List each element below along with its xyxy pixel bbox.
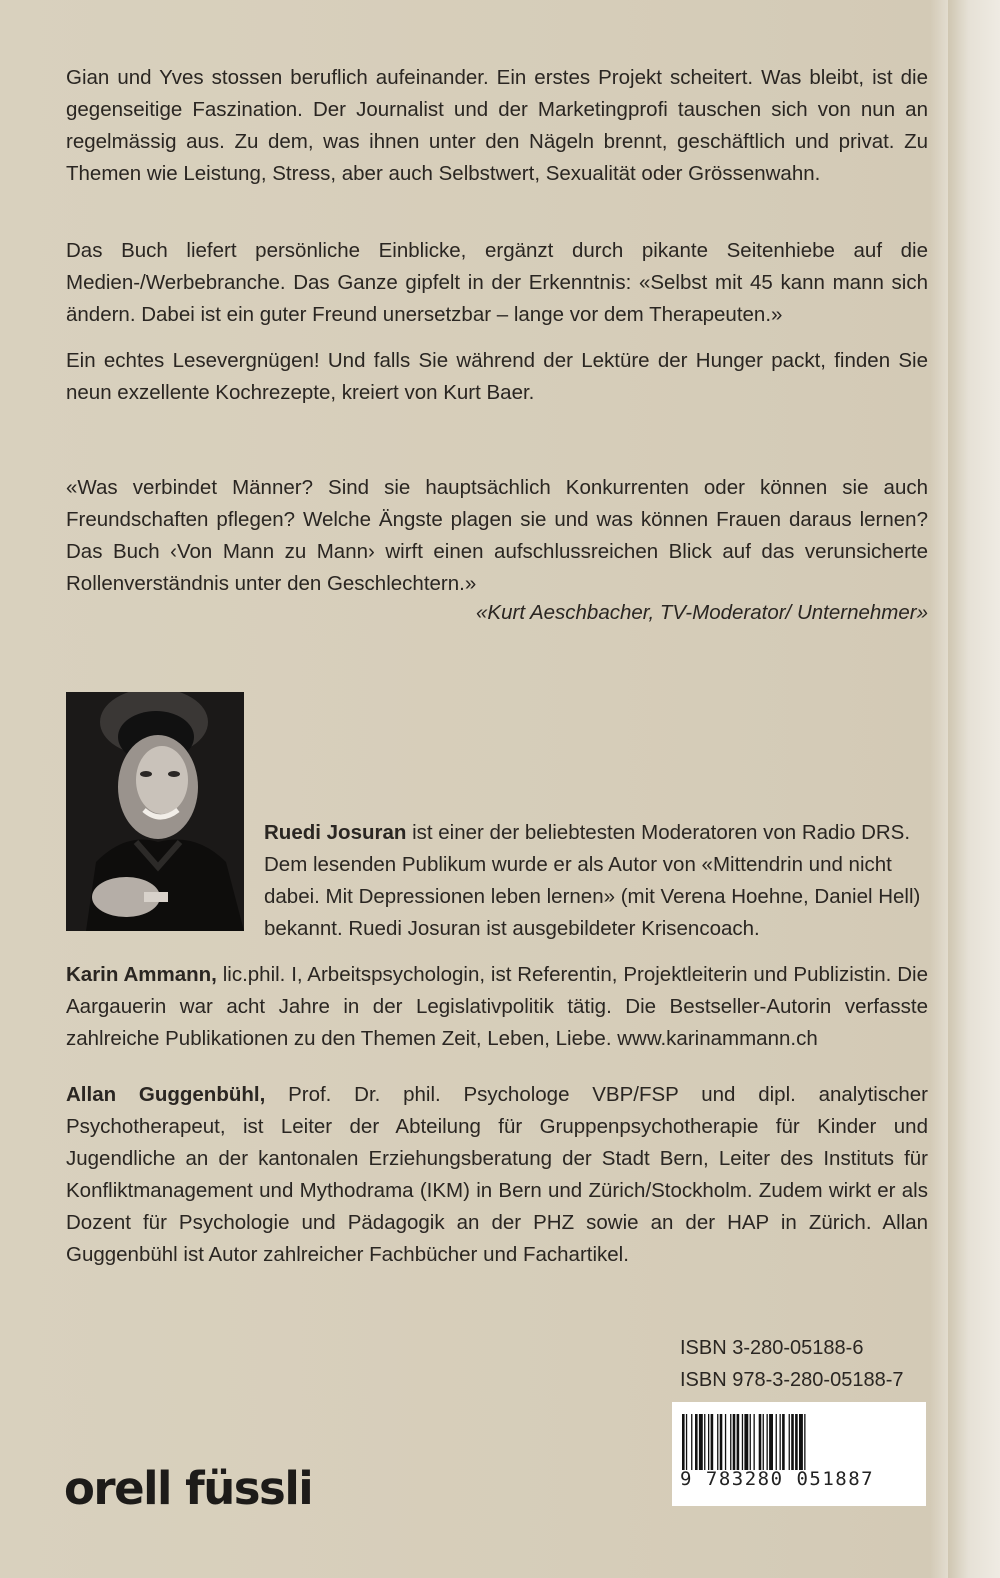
- blurb-paragraph-1: Gian und Yves stossen beruflich aufeinander. Ein erstes Projekt scheitert. Was bleibt, ist die gegenseitige Faszination. Der Journalist und der Marketingprofi tauschen sich von nun an regelmässig aus. Zu dem, was ihnen unter den Nägeln brennt, geschäftlich und privat. Zu Themen wie Leistung, Stress, aber auch Selbstwert, Sexualität oder Grössenwahn.: [66, 66, 928, 185]
- barcode-bar: [691, 1414, 692, 1470]
- author-photo: [66, 692, 244, 931]
- barcode-bars: [682, 1414, 916, 1470]
- publisher-logo: orell füssli: [64, 1462, 313, 1515]
- barcode-bar: [769, 1414, 773, 1470]
- barcode-bar: [720, 1414, 723, 1470]
- isbn-13: ISBN 978-3-280-05188-7: [680, 1369, 904, 1391]
- barcode-bar: [767, 1414, 768, 1470]
- barcode-bar: [763, 1414, 764, 1470]
- barcode-bar: [799, 1414, 803, 1470]
- barcode-bar: [789, 1414, 790, 1470]
- barcode-bar: [708, 1414, 709, 1470]
- barcode-digits: 9 783280 051887: [680, 1468, 875, 1490]
- barcode-bar: [733, 1414, 736, 1470]
- barcode-bar: [750, 1414, 751, 1470]
- author-bio-guggenbuehl: [66, 1079, 928, 1271]
- blurb-paragraph-2: Das Buch liefert persönliche Einblicke, ergänzt durch pikante Seitenhiebe auf die Medien-/Werbebranche. Das Ganze gipfelt in der Erkenntnis: «Selbst mit 45 kann mann sich ändern. Dabei ist ein guter Freund unersetzbar – lange vor dem Therapeuten.»: [66, 239, 928, 326]
- author-bio-text: lic.phil. I, Arbeitspsychologin, ist Referentin, Projektleiterin und Publizistin. Die Aargauerin war acht Jahre in der Legislativpolitik tätig. Die Bestseller-Autorin verfasste zahlreiche Publikationen zu den Themen Zeit, Leben, Liebe. www.karinammann.ch: [66, 963, 928, 1050]
- barcode-bar: [682, 1414, 685, 1470]
- testimonial-quote: «Was verbindet Männer? Sind sie hauptsächlich Konkurrenten oder können sie auch Freundschaften pflegen? Welche Ängste plagen sie und was können Frauen daraus lernen? Das Buch ‹Von Mann zu Mann› wirft einen aufschlussreichen Blick auf das verunsicherte Rollenverständnis unter den Geschlechtern.»: [66, 476, 928, 595]
- author-name: Karin Ammann,: [66, 963, 217, 986]
- barcode-bar: [782, 1414, 785, 1470]
- barcode-bar: [780, 1414, 781, 1470]
- cover-edge: [948, 0, 1000, 1578]
- barcode-bar: [730, 1414, 731, 1470]
- author-bio-text: Prof. Dr. phil. Psychologe VBP/FSP und dipl. analytischer Psychotherapeut, ist Leiter der Abteilung für Gruppenpsychotherapie für Kinder und Jugendliche an der kantonalen Erziehungsberatung der Stadt Bern, Leiter des Instituts für Konfliktmanagement und Mythodrama (IKM) in Bern und Zürich/Stockholm. Zudem wirkt er als Dozent für Psychologie und Pädagogik an der PHZ sowie an der HAP in Zürich. Allan Guggenbühl ist Autor zahlreicher Fachbücher und Fachartikel.: [66, 1083, 928, 1266]
- barcode-bar: [804, 1414, 805, 1470]
- barcode-bar: [754, 1414, 755, 1470]
- blurb-paragraph-3: Ein echtes Lesevergnügen! Und falls Sie während der Lektüre der Hunger packt, finden Sie neun exzellente Kochrezepte, kreiert von Kurt Baer.: [66, 349, 928, 404]
- barcode-bar: [699, 1414, 703, 1470]
- barcode-bar: [737, 1414, 740, 1470]
- barcode-bar: [776, 1414, 777, 1470]
- barcode-bar: [695, 1414, 698, 1470]
- barcode-bar: [717, 1414, 718, 1470]
- barcode-bar: [791, 1414, 794, 1470]
- barcode-bar: [744, 1414, 748, 1470]
- author-name: Ruedi Josuran: [264, 821, 407, 844]
- testimonial-author: «Kurt Aeschbacher, TV-Moderator/ Unternehmer»: [476, 601, 928, 624]
- barcode: [672, 1402, 926, 1506]
- barcode-bar: [704, 1414, 705, 1470]
- barcode-bar: [795, 1414, 798, 1470]
- barcode-bar: [742, 1414, 743, 1470]
- barcode-bar: [725, 1414, 726, 1470]
- barcode-bar: [686, 1414, 687, 1470]
- author-name: Allan Guggenbühl,: [66, 1083, 266, 1106]
- author-bio-text: ist einer der beliebtesten Moderatoren von Radio DRS. Dem lesenden Publikum wurde er als Autor von «Mittendrin und nicht dabei. Mit Depressionen leben lernen» (mit Verena Hoehne, Daniel Hell) bekannt. Ruedi Josuran ist ausgebildeter Krisencoach.: [264, 821, 921, 940]
- author-bio-ammann: [66, 959, 928, 1055]
- barcode-bar: [759, 1414, 762, 1470]
- author-bio-josuran: [264, 817, 928, 945]
- barcode-bar: [711, 1414, 714, 1470]
- isbn-10: ISBN 3-280-05188-6: [680, 1337, 864, 1359]
